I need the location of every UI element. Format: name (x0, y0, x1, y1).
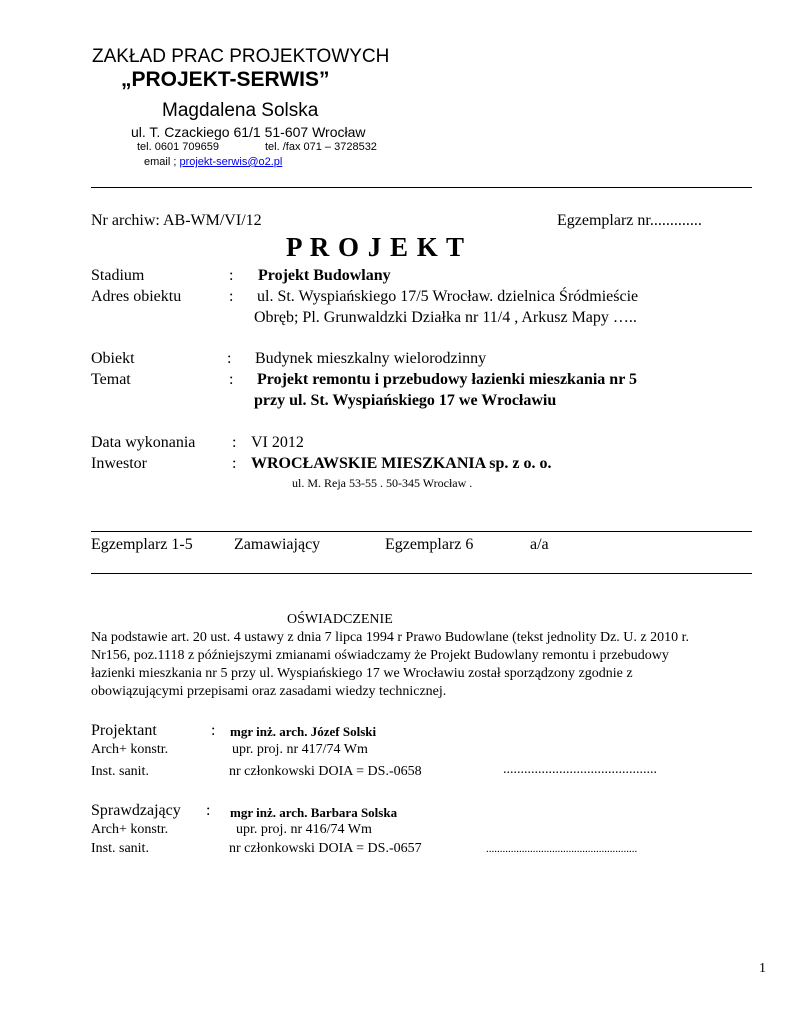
statement-line-4: obowiązującymi przepisami oraz zasadami wiedzy technicznej. (91, 684, 447, 699)
address-label: Adres obiektu (91, 288, 182, 305)
colon: : (229, 267, 234, 284)
designer-membership: nr członkowski DOIA = DS.-0658 (229, 764, 422, 779)
statement-line-1: Na podstawie art. 20 ust. 4 ustawy z dnia 7 lipca 1994 r Prawo Budowlane (tekst jednolity Dz. U. z 2010 r. (91, 630, 689, 645)
topic-value-1: Projekt remontu i przebudowy łazienki mieszkania nr 5 (257, 371, 637, 388)
copies-2-value: a/a (530, 536, 549, 553)
topic-value-2: przy ul. St. Wyspiańskiego 17 we Wrocławiu (254, 392, 557, 409)
company-name: ZAKŁAD PRAC PROJEKTOWYCH (92, 46, 390, 67)
address-value-2: Obręb; Pl. Grunwaldzki Działka nr 11/4 , Arkusz Mapy ….. (254, 309, 637, 326)
colon: : (229, 371, 234, 388)
designer-license: upr. proj. nr 417/74 Wm (232, 742, 368, 757)
statement-heading: OŚWIADCZENIE (287, 612, 393, 627)
checker-specialty-2: Inst. sanit. (91, 841, 149, 856)
colon: : (227, 350, 232, 367)
colon: : (211, 722, 216, 739)
company-email-row (144, 156, 282, 168)
company-address: ul. T. Czackiego 61/1 51-607 Wrocław (131, 124, 366, 140)
page-number: 1 (759, 961, 766, 976)
copy-number: Egzemplarz nr............. (557, 212, 702, 229)
topic-label: Temat (91, 371, 131, 388)
copies-1-value: Zamawiający (234, 536, 321, 553)
address-value-1: ul. St. Wyspiańskiego 17/5 Wrocław. dzielnica Śródmieście (257, 288, 639, 305)
designer-label: Projektant (91, 722, 157, 739)
email-link[interactable]: projekt-serwis@o2.pl (179, 156, 283, 168)
email-label: email ; (144, 156, 177, 168)
investor-label: Inwestor (91, 455, 147, 472)
document-title: P R O J E K T (286, 232, 466, 262)
checker-signature-line: ....................................................... (486, 843, 638, 855)
designer-signature-line: ............................................ (503, 762, 657, 777)
company-fax: tel. /fax 071 – 3728532 (265, 141, 377, 153)
statement-line-3: łazienki mieszkania nr 5 przy ul. Wyspiańskiego 17 we Wrocławiu został sporządzony zgodnie z (91, 666, 633, 681)
investor-address: ul. M. Reja 53-55 . 50-345 Wrocław . (292, 476, 473, 490)
divider (91, 187, 752, 188)
archive-number: Nr archiw: AB-WM/VI/12 (91, 212, 262, 229)
stage-value: Projekt Budowlany (258, 267, 391, 284)
colon: : (229, 288, 234, 305)
object-label: Obiekt (91, 350, 135, 367)
checker-specialty-1: Arch+ konstr. (91, 822, 169, 837)
checker-label: Sprawdzający (91, 802, 181, 819)
colon: : (206, 802, 211, 819)
statement-line-2: Nr156, poz.1118 z późniejszymi zmianami oświadczamy że Projekt Budowlany remontu i przebudowy (91, 648, 669, 663)
copies-1-label: Egzemplarz 1-5 (91, 536, 193, 553)
date-value: VI 2012 (251, 434, 304, 451)
object-value: Budynek mieszkalny wielorodzinny (255, 350, 487, 367)
investor-value: WROCŁAWSKIE MIESZKANIA sp. z o. o. (251, 455, 552, 472)
copies-2-label: Egzemplarz 6 (385, 536, 474, 553)
divider (91, 573, 752, 574)
checker-license: upr. proj. nr 416/74 Wm (236, 822, 372, 837)
company-phone: tel. 0601 709659 (137, 141, 219, 153)
designer-name: mgr inż. arch. Józef Solski (230, 724, 377, 739)
colon: : (232, 455, 237, 472)
checker-membership: nr członkowski DOIA = DS.-0657 (229, 841, 422, 856)
colon: : (232, 434, 237, 451)
owner-name: Magdalena Solska (162, 100, 319, 121)
company-brand: „PROJEKT-SERWIS” (121, 68, 330, 91)
date-label: Data wykonania (91, 434, 196, 451)
divider (91, 531, 752, 532)
checker-name: mgr inż. arch. Barbara Solska (230, 805, 398, 820)
stage-label: Stadium (91, 267, 145, 284)
designer-specialty-1: Arch+ konstr. (91, 742, 169, 757)
designer-specialty-2: Inst. sanit. (91, 764, 149, 779)
